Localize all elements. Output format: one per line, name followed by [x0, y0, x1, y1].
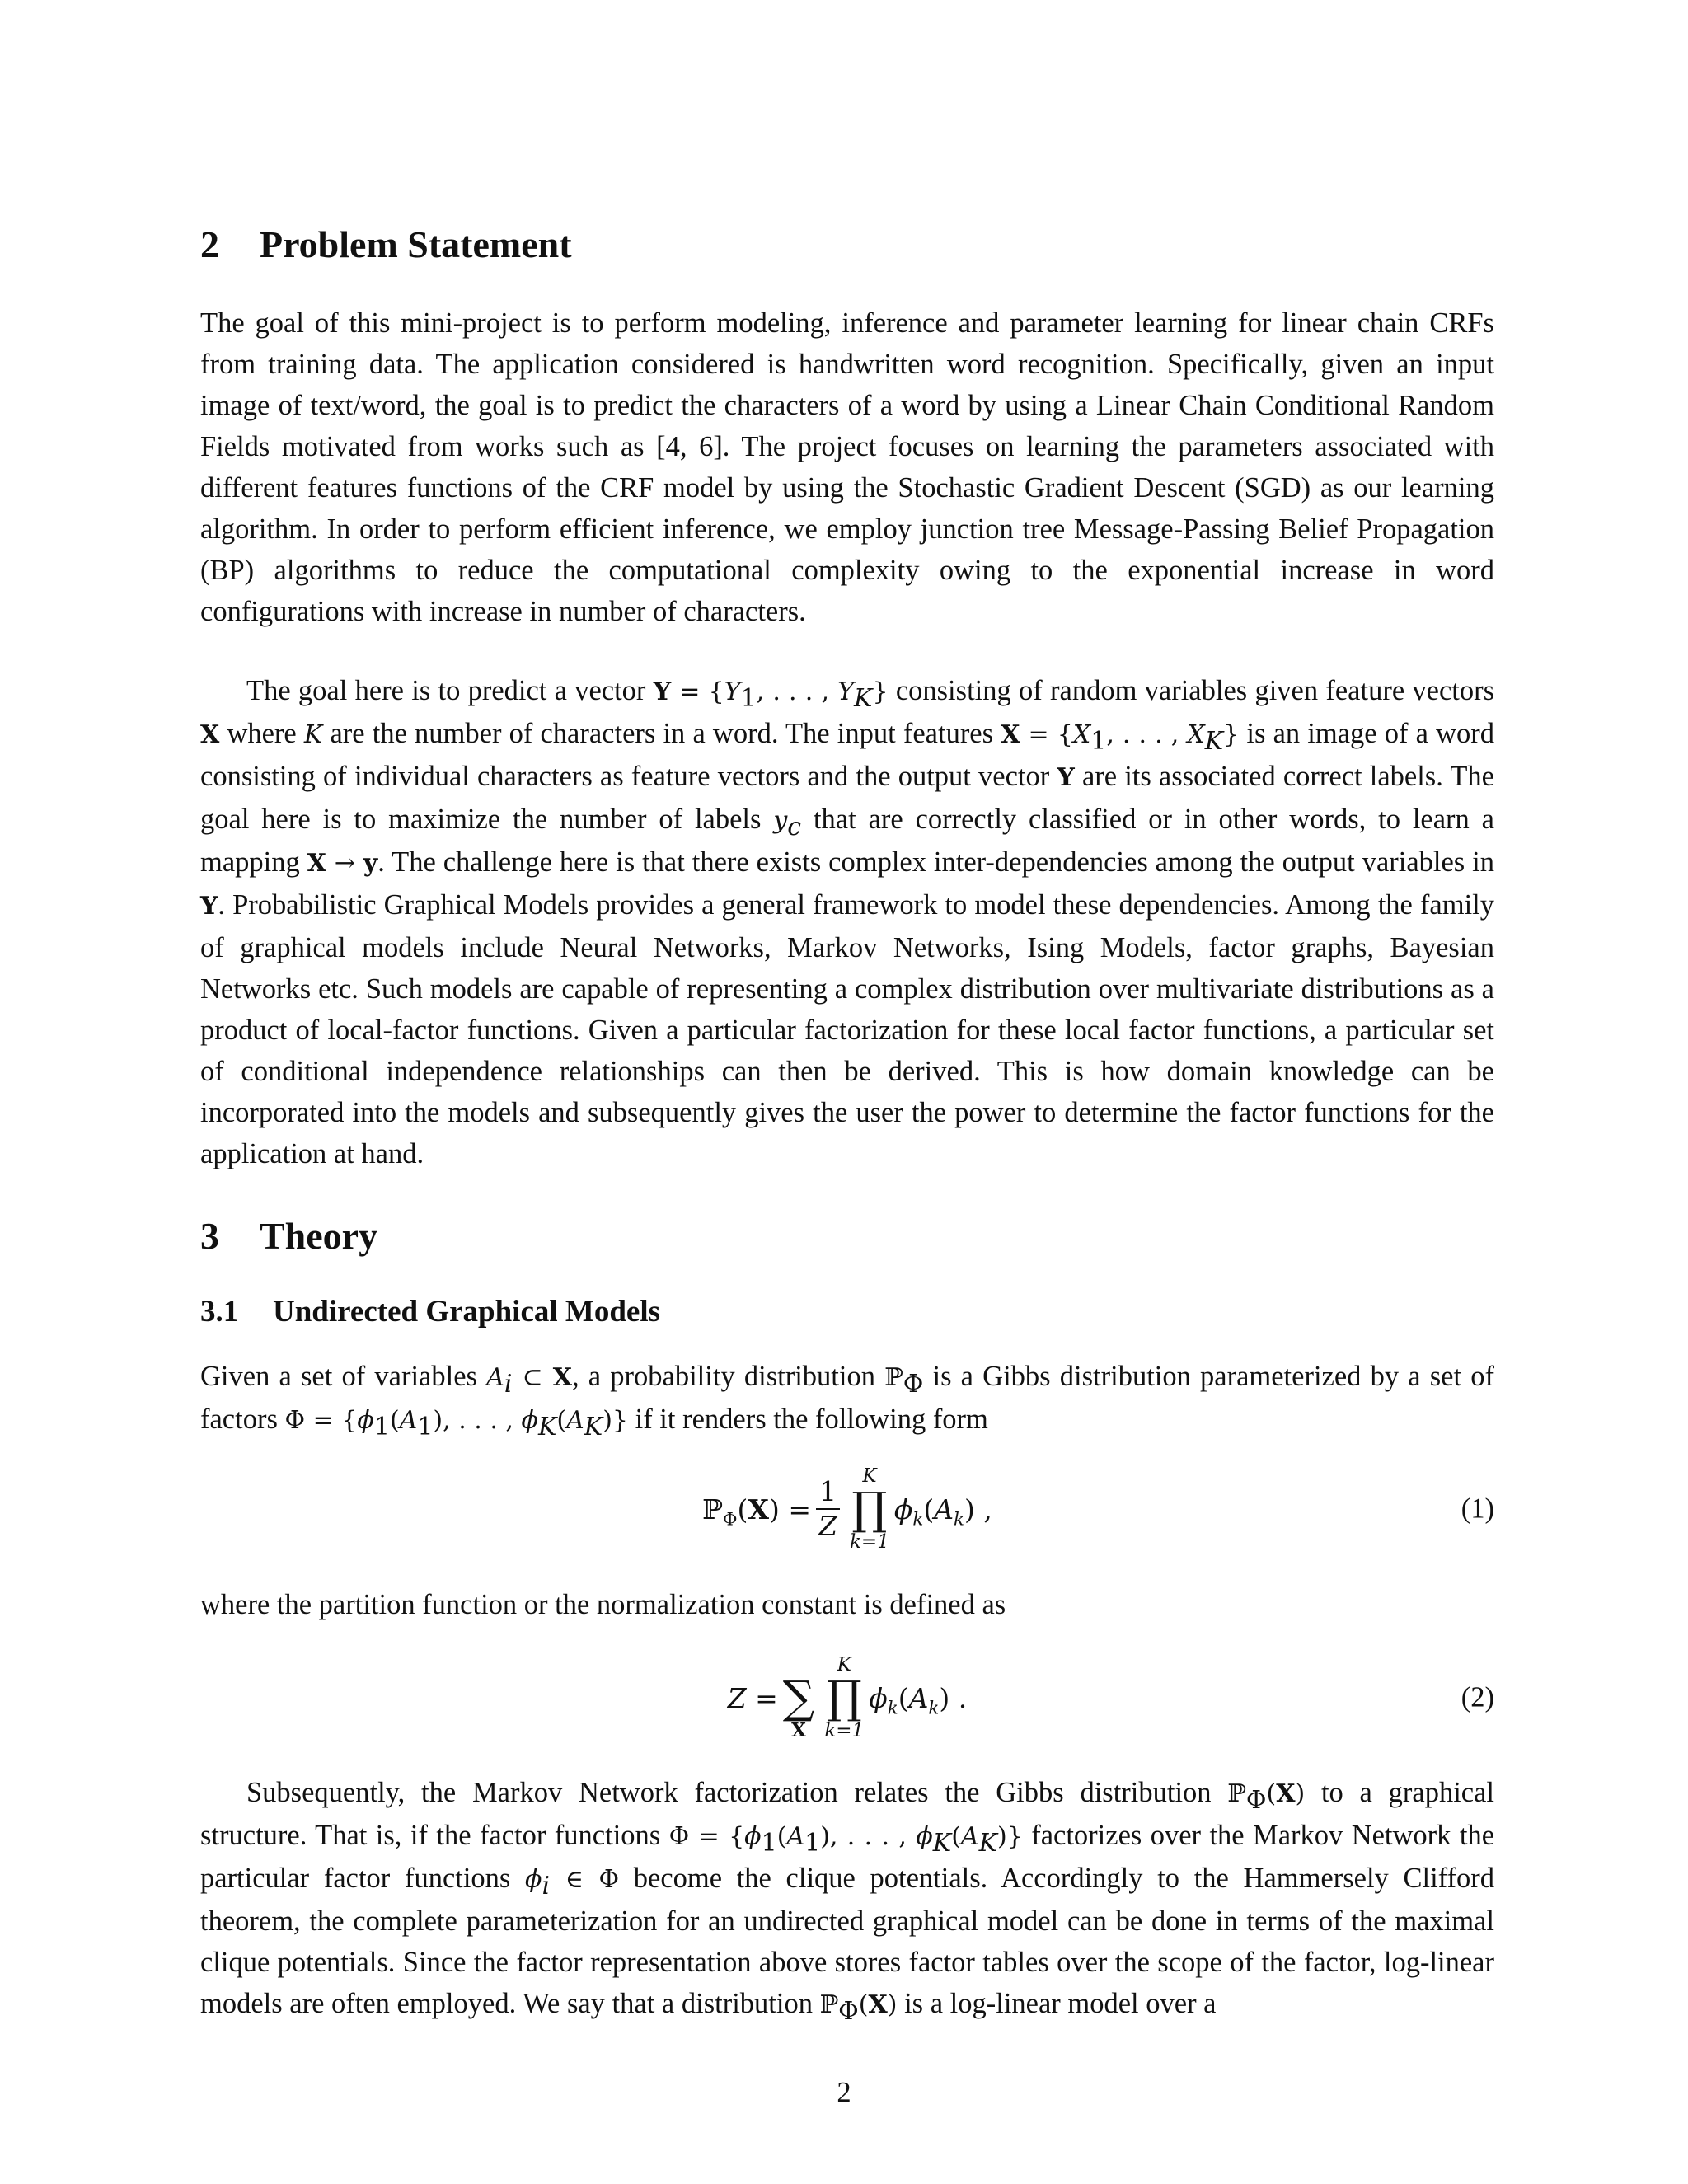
section-title: Problem Statement [260, 223, 572, 265]
equation-1 [200, 1460, 1494, 1558]
equation-2 [200, 1648, 1494, 1747]
equation-2-number: (2) [1461, 1681, 1494, 1713]
section-number: 3 [200, 1215, 219, 1257]
equation-1-body: ℙ$_\Phi$(X) = $\frac{1}{Z}$ K ∏ k=1 $\phi_k(A_k)$ , [702, 1465, 992, 1553]
paragraph-partition-function: where the partition function or the normalization constant is defined as [200, 1589, 1006, 1620]
subsection-title: Undirected Graphical Models [273, 1295, 661, 1329]
section-number: 2 [200, 223, 219, 265]
paragraph-prediction-goal: The goal here is to predict a vector $Y = \{Y_1$, . . . , $Y_K$} consisting of random variables given feature vectors X where K are the number of characters in a word. The input features $X = \{X_1$, . . . , $X_K$} is an image of a word consisting of individual characters as feature vectors and the output vector Y are its associated correct labels. The goal here is to maximize the number of labels $y_c$ that are correctly classified or in other words, to learn a mapping X → y. The challenge here is that there exists complex inter-dependencies among the output variables in Y. Probabilistic Graphical Models provides a general framework to model these dependencies. Among the family of graphical models include Neural Networks, Markov Networks, Ising Models, factor graphs, Bayesian Networks etc. Such models are capable of representing a complex distribution over multivariate distributions as a product of local-factor functions. Given a particular factorization for these local factor functions, a particular set of conditional independence relationships can then be derived. This is how domain knowledge can be incorporated into the models and subsequently gives the user the power to determine the factor functions for the application at hand. [200, 675, 1495, 1169]
subsection-number: 3.1 [200, 1295, 239, 1329]
section-heading-theory [200, 1214, 377, 1258]
paragraph-markov-network: Subsequently, the Markov Network factorization relates the Gibbs distribution ℙ$_\Phi$(X) to a graphical structure. That is, if the factor functions $\Phi = \{\phi_1(A_1)$, . . . , $\phi_K(A_K)$} factorizes over the Markov Network the particular factor functions $\phi_i$ ∈ Φ become the clique potentials. Accordingly to the Hammersely Clifford theorem, the complete parameterization for an undirected graphical model can be done in terms of the maximal clique potentials. Since the factor representation above stores factor tables over the scope of the factor, log-linear models are often employed. We say that a distribution ℙ$_\Phi$(X) is a log-linear model over a [200, 1777, 1495, 2026]
page-number: 2 [837, 2077, 851, 2108]
section-heading-problem-statement [200, 223, 572, 266]
section-title: Theory [260, 1215, 378, 1257]
paragraph-problem-goal: The goal of this mini-project is to perform modeling, inference and parameter learning for linear chain CRFs from training data. The application considered is handwritten word recognition. Specifically, given an input image of text/word, the goal is to predict the characters of a word by using a Linear Chain Conditional Random Fields motivated from works such as [4, 6]. The project focuses on learning the parameters associated with different features functions of the CRF model by using the Stochastic Gradient Descent (SGD) as our learning algorithm. In order to perform efficient inference, we employ junction tree Message-Passing Belief Propagation (BP) algorithms to reduce the computational complexity owing to the exponential increase in word configurations with increase in number of characters. [200, 307, 1494, 627]
equation-2-body: Z = ∑ X K ∏ k=1 $\phi_k(A_k)$ . [727, 1654, 968, 1741]
subsection-heading-undirected-graphical-models [200, 1294, 660, 1329]
paragraph-gibbs-definition: Given a set of variables $A_i$ ⊂ X, a probability distribution ℙ$_\Phi$ is a Gibbs distribution parameterized by a set of factors $\Phi = \{\phi_1(A_1)$, . . . , $\phi_K(A_K)$} if it renders the following form [200, 1361, 1494, 1441]
equation-1-number: (1) [1461, 1493, 1494, 1525]
